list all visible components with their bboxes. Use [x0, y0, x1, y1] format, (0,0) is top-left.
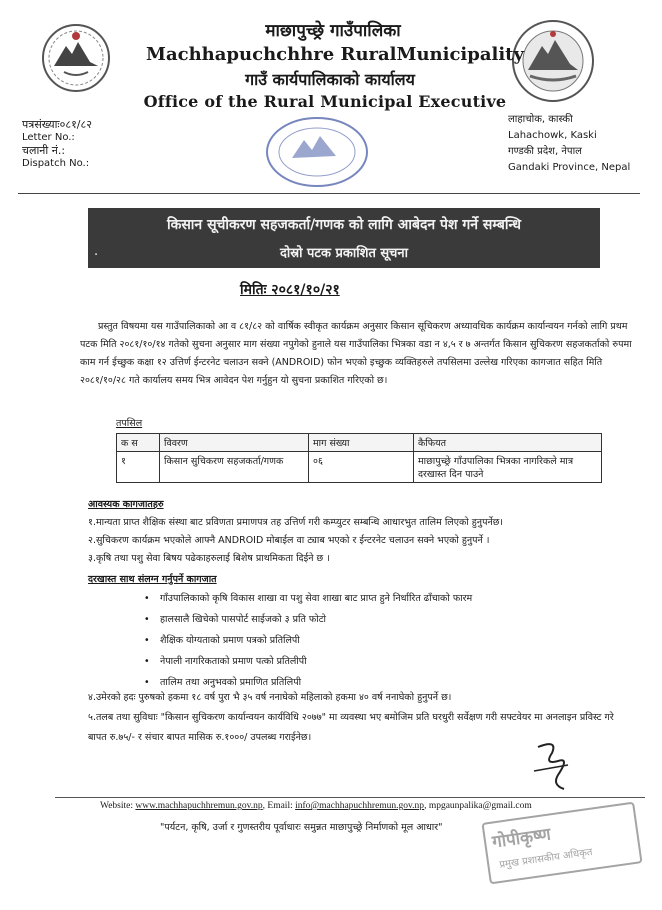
list-item: • शैक्षिक योग्यताको प्रमाण पत्रको प्रतिलिपी — [140, 630, 560, 651]
address-line-3: गण्डकी प्रदेश, नेपाल — [508, 146, 582, 157]
list-item: • गाँउपालिकाको कृषि विकास शाखा वा पशु सेवा शाखा बाट प्राप्त हुने निर्धारित ढाँचाको फारम — [140, 588, 560, 609]
signature-icon — [528, 735, 576, 793]
table-title: तपसिल — [116, 418, 143, 429]
notice-banner — [88, 208, 600, 268]
table-header: क स — [117, 434, 160, 452]
address-line-4: Gandaki Province, Nepal — [508, 162, 631, 173]
list-item: २.सुचिकरण कार्यक्रम भएकोले आफ्नै ANDROID मोबाईल वा ट्याब भएको र ईन्टरनेट चलाउन सक्ने भएको हुनुपर्ने । — [88, 535, 490, 546]
email-link-2[interactable]: , mpgaunpalika@gmail.com — [424, 801, 532, 811]
municipality-name-en: Machhapuchchhre RuralMunicipality — [146, 44, 524, 65]
website-label: Website: — [100, 801, 136, 811]
officer-stamp — [481, 802, 642, 885]
list-item: • नेपाली नागरिकताको प्रमाण पत्को प्रतिलीपी — [140, 651, 560, 672]
municipality-name-np: माछापुच्छ्रे गाउँपालिका — [265, 21, 401, 41]
table-cell: माछापुच्छ्रे गाँउपालिका भित्रका नागरिकले मात्र दरखास्त दिन पाउने — [414, 452, 602, 483]
letter-meta — [22, 118, 92, 170]
banner-dot: . — [94, 244, 99, 259]
stamp-name: गोपीकृष्ण — [490, 824, 552, 853]
requirements-section — [88, 496, 628, 568]
email-link[interactable]: info@machhapuchhremun.gov.np — [295, 801, 425, 811]
list-item: ३.कृषि तथा पशु सेवा बिषय पढेकाहरुलाई बिशेष प्राथमिकता दिईने छ । — [88, 553, 330, 564]
notice-date: मितिः २०८१/१०/२१ — [240, 282, 340, 298]
office-name-en: Office of the Rural Municipal Executive — [143, 92, 507, 111]
footer-contact — [100, 801, 650, 811]
intro-paragraph: प्रस्तुत विषयमा यस गाउँपालिकाको आ व ८१/८२ को वार्षिक स्वीकृत कार्यक्रम अनुसार किसान सूचिकरण अध्यावधिक कार्यक्रम कार्यान्वयन गर्नको लागि प्रथम पटक मिति २०८१/१०/१४ गतेको सुचना अनुसार माग संख्या नपुगेको हुनाले यस गाउँपालिका भित्रका वडा न ४,५ र ७ अन्तर्गत किसान सुचिकरण सहजकर्ताको रुपमा काम गर्न ईच्छुक कक्षा १२ उत्तिर्ण ईन्टरनेट चलाउन सक्ने (ANDROID) फोन भएको इच्छुक व्यक्तिहरुले तपसिलमा उल्लेख गरिएका कागजात सहित मिति २०८१/१०/२८ गते कार्यालय समय भित्र आवेदन पेश गर्नुहुन यो सुचना प्रकाशित गरिएको छ। — [80, 321, 632, 386]
office-name-np: गाउँ कार्यपालिकाको कार्यालय — [245, 70, 415, 89]
stamp-title: प्रमुख प्रशासकीय अधिकृत — [498, 846, 594, 871]
address-line-1: लाहाचोक, कास्की — [508, 114, 573, 125]
table-cell: १ — [117, 452, 160, 483]
list-item: • हालसालै खिचेको पासपोर्ट साईजको ३ प्रति फोटो — [140, 609, 560, 630]
office-address — [508, 112, 658, 176]
letter-no-np: पत्रसंख्याः०८१/८२ — [22, 118, 92, 131]
header-divider — [18, 193, 640, 194]
table-header-row — [117, 434, 602, 452]
footer-divider — [55, 797, 645, 798]
banner-subtitle: दोस्रो पटक प्रकाशित सूचना — [279, 246, 409, 261]
address-line-2: Lahachowk, Kaski — [508, 130, 597, 141]
salary-condition: ५.तलब तथा सुविधाः "किसान सुचिकरण कार्यान्वयन कार्यविधि २०७७" मा व्यवस्था भए बमोजिम प्रति घरधुरी सर्वेक्षण गरी सफ्टवेयर मा अनलाइन प्रविस्ट गरे बापत रु.७५/- र संचार बापत मासिक रु.१०००/ उपलब्ध गराईनेछ। — [88, 712, 614, 743]
dispatch-no-en: Dispatch No.: — [22, 158, 90, 169]
letter-no-en: Letter No.: — [22, 132, 75, 143]
requirements-heading: आवस्यक कागजातहरु — [88, 499, 164, 510]
email-label: , Email: — [262, 801, 296, 811]
table-cell: किसान सुचिकरण सहजकर्ता/गणक — [160, 452, 309, 483]
office-seal-icon — [262, 112, 372, 192]
table-header: माग संख्या — [309, 434, 414, 452]
table-cell: ०६ — [309, 452, 414, 483]
nepal-emblem-icon — [40, 22, 112, 94]
website-link[interactable]: www.machhapuchhremun.gov.np — [135, 801, 263, 811]
table-header: विवरण — [160, 434, 309, 452]
table-row — [117, 452, 602, 483]
attachments-heading: दरखास्त साथ संलग्न गर्नुपर्ने कागजात — [88, 574, 217, 585]
age-condition: ४.उमेरको हदः पुरुषको हकमा १८ वर्ष पुरा भै ३५ वर्ष ननाघेको महिलाको हकमा ४० वर्ष ननाघेको हुनुपर्ने छ। — [88, 692, 452, 703]
footer-motto: "पर्यटन, कृषि, उर्जा र गुणस्तरीय पूर्वाधारः समुन्नत माछापुच्छ्रे निर्माणको मूल आधार" — [160, 822, 443, 833]
list-item: • तालिम तथा अनुभवको प्रमाणित प्रतिलिपी — [140, 672, 560, 693]
attachments-list — [140, 588, 560, 693]
banner-title: किसान सूचीकरण सहजकर्ता/गणक को लागि आबेदन पेश गर्ने सम्बन्धि — [166, 217, 522, 233]
dispatch-no-np: चलानी नं.: — [22, 144, 66, 157]
vacancy-table — [116, 433, 602, 483]
table-header: कैफियत — [414, 434, 602, 452]
list-item: १.मान्यता प्राप्त शैक्षिक संस्था बाट प्रविणता प्रमाणपत्र तह उत्तिर्ण गरी कम्प्युटर सम्बन्धि आधारभुत तालिम लिएको हुनुपर्नेछ। — [88, 517, 503, 528]
